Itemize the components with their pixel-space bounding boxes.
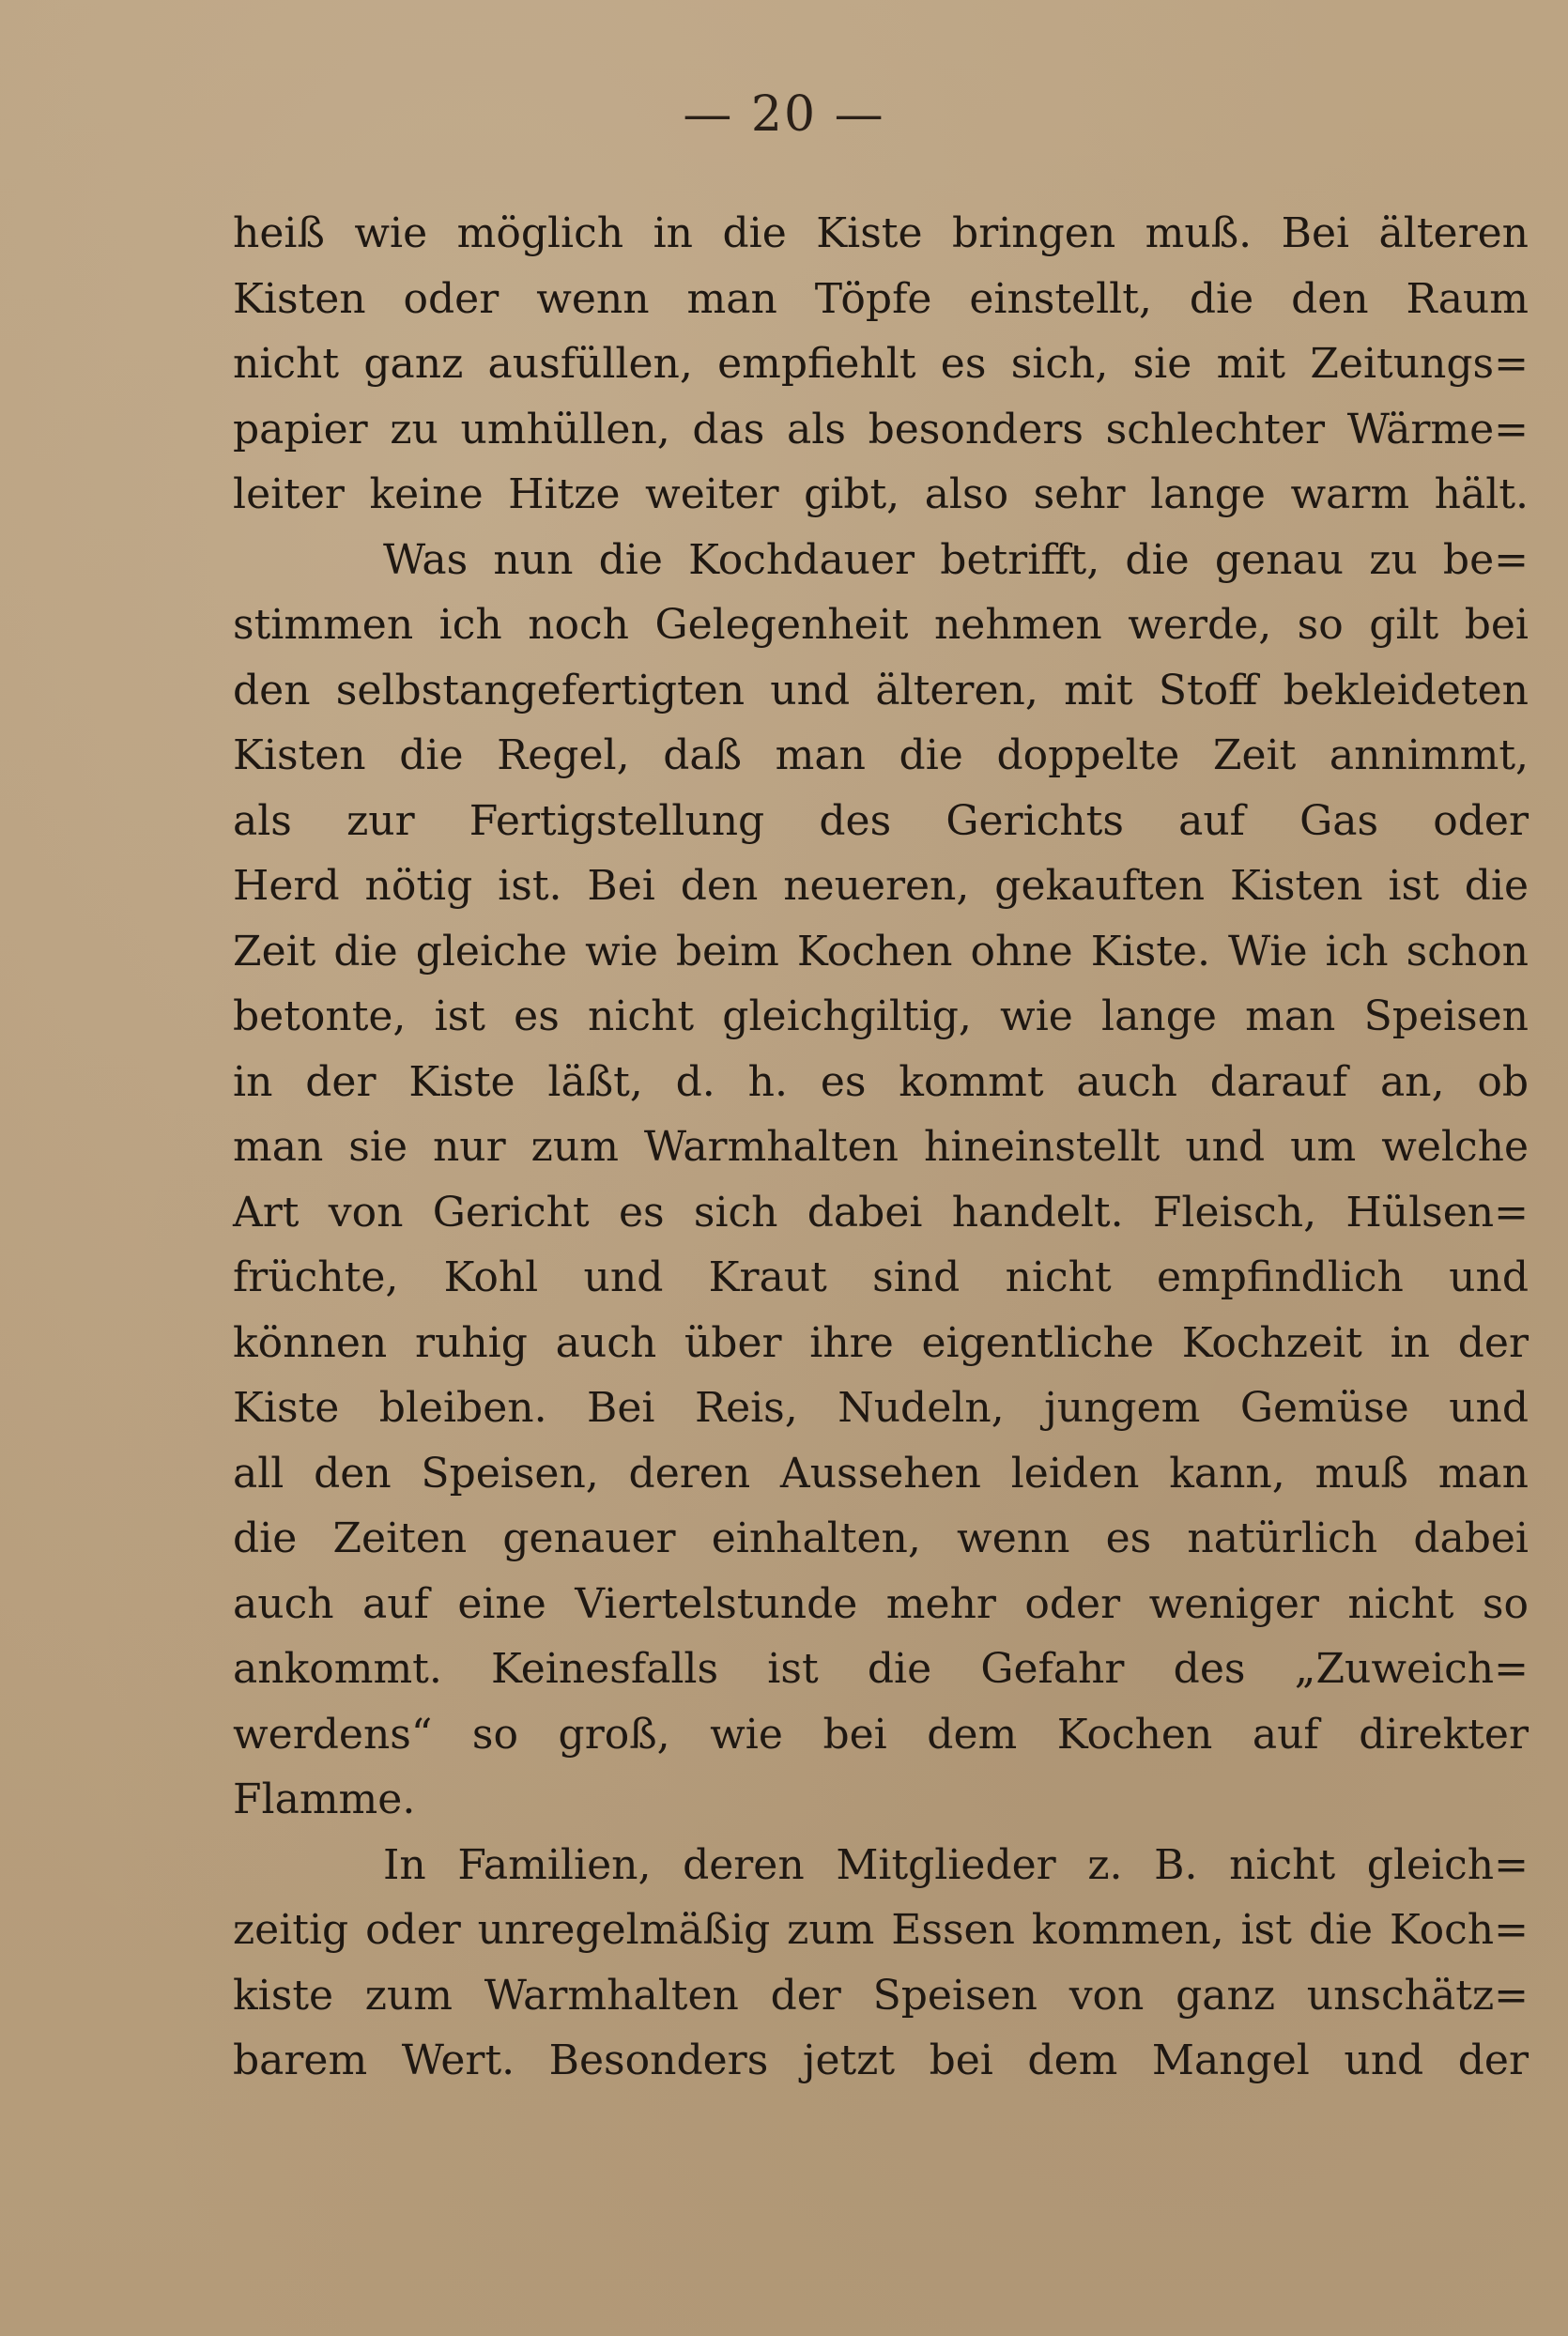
text-line: betonte, ist es nicht gleichgiltig, wie lange man Speisen xyxy=(233,992,1529,1040)
text-line: zeitig oder unregelmäßig zum Essen kommen, ist die Koch= xyxy=(233,1906,1529,1954)
text-line: barem Wert. Besonders jetzt bei dem Mangel und der xyxy=(233,2036,1529,2084)
text-line: in der Kiste läßt, d. h. es kommt auch darauf an, ob xyxy=(233,1057,1529,1106)
text-line: ankommt. Keinesfalls ist die Gefahr des „Zuweich= xyxy=(233,1645,1529,1693)
text-line: Kisten oder wenn man Töpfe einstellt, die den Raum xyxy=(233,274,1529,323)
text-line: Kisten die Regel, daß man die doppelte Zeit annimmt, xyxy=(233,731,1529,779)
text-line: den selbstangefertigten und älteren, mit Stoff bekleideten xyxy=(233,666,1529,715)
text-line: die Zeiten genauer einhalten, wenn es natürlich dabei xyxy=(233,1514,1529,1562)
text-line: früchte, Kohl und Kraut sind nicht empfindlich und xyxy=(233,1253,1529,1301)
text-line: Kiste bleiben. Bei Reis, Nudeln, jungem Gemüse und xyxy=(233,1384,1529,1432)
text-line: man sie nur zum Warmhalten hineinstellt und um welche xyxy=(233,1123,1529,1171)
text-line: können ruhig auch über ihre eigentliche Kochzeit in der xyxy=(233,1318,1529,1367)
text-line: nicht ganz ausfüllen, empfiehlt es sich, sie mit Zeitungs= xyxy=(233,340,1529,388)
text-line: heiß wie möglich in die Kiste bringen muß. Bei älteren xyxy=(233,209,1529,257)
text-line: In Familien, deren Mitglieder z. B. nicht gleich= xyxy=(383,1840,1529,1889)
text-line: auch auf eine Viertelstunde mehr oder weniger nicht so xyxy=(233,1579,1529,1628)
text-line: Was nun die Kochdauer betrifft, die genau zu be= xyxy=(383,535,1529,584)
text-line: als zur Fertigstellung des Gerichts auf Gas oder xyxy=(233,796,1529,845)
text-line: papier zu umhüllen, das als besonders schlechter Wärme= xyxy=(233,405,1529,453)
text-line: leiter keine Hitze weiter gibt, also sehr lange warm hält. xyxy=(233,470,1529,518)
page-number: — 20 — xyxy=(683,86,885,143)
text-line: Zeit die gleiche wie beim Kochen ohne Kiste. Wie ich schon xyxy=(233,927,1529,976)
text-line: Flamme. xyxy=(233,1775,416,1823)
text-line: werdens“ so groß, wie bei dem Kochen auf direkter xyxy=(233,1710,1529,1759)
text-line: Art von Gericht es sich dabei handelt. Fleisch, Hülsen= xyxy=(233,1188,1529,1237)
body-text xyxy=(233,201,1529,2094)
text-line: all den Speisen, deren Aussehen leiden kann, muß man xyxy=(233,1449,1529,1498)
text-line: kiste zum Warmhalten der Speisen von ganz unschätz= xyxy=(233,1971,1529,2020)
text-line: stimmen ich noch Gelegenheit nehmen werde, so gilt bei xyxy=(233,601,1529,649)
text-line: Herd nötig ist. Bei den neueren, gekauften Kisten ist die xyxy=(233,862,1529,910)
